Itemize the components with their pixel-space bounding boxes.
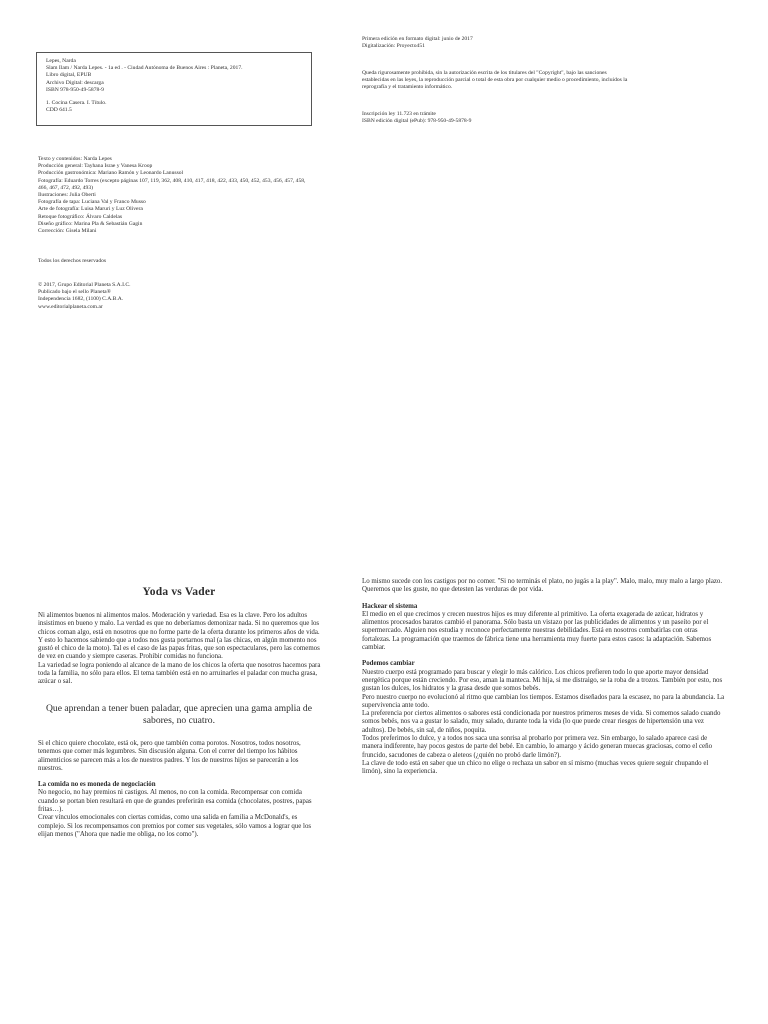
article-left-column xyxy=(38,612,322,687)
registration-line: Inscripción ley 11.723 en trámite xyxy=(362,111,436,117)
pull-quote: Que aprendan a tener buen paladar, que aprecien una gama amplia de sabores, no cuatro. xyxy=(46,703,312,726)
article-title: Yoda vs Vader xyxy=(142,586,216,598)
section-heading: Hackear el sistema xyxy=(362,602,418,610)
credit-line: Corrección: Gisela Milani xyxy=(38,228,97,235)
paragraph: Pero nuestro cuerpo no evolucionó al ritmo que cambian los tiempos. Estamos diseñados para la escasez, no para la abundancia. La supervivencia ante todo. xyxy=(362,693,725,709)
paragraph: Si el chico quiere chocolate, está ok, pero que también coma porotos. Nosotros, todos nosotros, tenemos que comer más legumbres. Sin discusión alguna. Con el correr del tiempo los hábitos alimenticios se parecen más a los de nuestros padres. Y los de nuestros hijos se parecerán a los nuestros. xyxy=(38,740,301,772)
registration-info xyxy=(362,111,471,125)
paragraph: No negocio, no hay premios ni castigos. Al menos, no con la comida. Recompensar con comida cuando se portan bien resultará en que de grandes preferirán esa comida (chocolates, postres, papas fritas…). xyxy=(38,789,312,814)
catalog-line: CDD 641.5 xyxy=(46,107,72,114)
isbn-line: ISBN edición digital (ePub): 978-950-49-5878-9 xyxy=(362,118,472,125)
publisher-line: Independencia 1682, (1100) C.A.B.A. xyxy=(38,296,124,303)
publisher-info xyxy=(38,282,131,311)
publisher-line: © 2017, Grupo Editorial Planeta S.A.I.C. xyxy=(38,282,131,288)
digitalization-line: Digitalización: Proyecto451 xyxy=(362,43,425,50)
spacer xyxy=(362,652,726,660)
credit-line: Ilustraciones: Julia Oberti xyxy=(38,192,96,199)
paragraph: La variedad se logra poniendo al alcance de la mano de los chicos la oferta que nosotros hacemos para toda la familia, no sólo para ellos. El tema también está en no arruinarles el paladar con mucha grasa, azúcar o sal. xyxy=(38,661,321,686)
publisher-website-link[interactable]: www.editorialplaneta.com.ar xyxy=(38,303,103,310)
spacer xyxy=(362,595,726,603)
paragraph: Lo mismo sucede con los castigos por no comer. "Si no terminás el plato, no jugás a la play". Malo, malo, muy malo a largo plazo. Queremos que les guste, no que detesten las verduras de por vida. xyxy=(362,578,723,594)
spacer xyxy=(38,773,322,781)
edition-line: Primera edición en formato digital: junio de 2017 xyxy=(362,36,473,42)
rights-notice xyxy=(362,70,627,92)
credit-line: Producción gastronómica: Mariano Ramón y Leonardo Lanussol xyxy=(38,170,184,177)
credit-line: Arte de fotografía: Luisa Maruri y Luz Olivera xyxy=(38,206,143,213)
rights-line: establecidas en las leyes, la reproducción parcial o total de esta obra por cualquier medio o procedimiento, incluidos la xyxy=(362,77,628,84)
article-left-column-lower xyxy=(38,740,322,839)
catalog-line: Libro digital, EPUB xyxy=(46,72,92,79)
all-rights-reserved: Todos los derechos reservados xyxy=(38,258,107,264)
paragraph: Crear vínculos emocionales con ciertas comidas, como una salida en familia a McDonald's, es complejo. Si los recompensamos con premios por comer sus vegetales, sólo vamos a lograr que los elijan menos ("Ahora que nadie me obliga, no los como"). xyxy=(38,814,312,838)
credits-list xyxy=(38,156,305,235)
catalog-line: Lepes, Narda xyxy=(46,58,76,64)
paragraph: La preferencia por ciertos alimentos o sabores está condicionada por nuestros primeros meses de vida. Si comemos salado cuando somos bebés, nos va a gustar lo salado, muy salado, durante toda la vida (lo que puede crear riesgos de hipertensión una vez adultos). De bebés, sin sal, de niños, poquita. xyxy=(362,710,721,734)
catalog-line: Slam Ilam / Narda Lepes. - 1a ed . - Ciudad Autónoma de Buenos Aires : Planeta, 2017. xyxy=(46,65,243,72)
publisher-line: Publicado bajo el sello Planeta® xyxy=(38,289,111,296)
paragraph: Todos preferimos lo dulce, y a todos nos saca una sonrisa al probarlo por primera vez. Sin embargo, lo salado aparece casi de manera indiferente, hay pocos gestos de parte del bebé. En cambio, lo amargo y ácido generan muecas graciosas, como el ceño fruncido, sacudones de cabeza o aleteos (¿quién no probó darle limón?). xyxy=(362,735,713,759)
credit-line: Texto y contenidos: Narda Lepes xyxy=(38,156,112,162)
credit-line: Fotografía: Eduardo Torres (excepto páginas 107, 119, 362, 408, 410, 417, 418, 422, 433, 450, 452, 453, 456, 457, 458, xyxy=(38,177,306,184)
credit-line: Producción general: Tayhana Israe y Vanesa Kroop xyxy=(38,163,153,170)
catalog-line: 1. Cocina Casera. I. Título. xyxy=(46,100,107,107)
paragraph: El medio en el que crecimos y crecen nuestros hijos es muy diferente al primitivo. La oferta exagerada de azúcar, hidratos y alimentos procesados baratos cambió el panorama. Sólo basta un vistazo por las publicidades de alimentos y un paseíto por el supermercado. Alguien nos estudia y reconoce perfectamente nuestras debilidades. Está en nosotros combatirlas con otras fortalezas. La programación que traemos de fábrica tiene una herramienta muy fuerte para estos casos: la adaptación. Sabemos cambiar. xyxy=(362,610,712,652)
edition-info xyxy=(362,36,473,50)
credit-line: Diseño gráfico: Marina Pla & Sebastián Gagin xyxy=(38,220,143,227)
section-heading: La comida no es moneda de negociación xyxy=(38,781,156,789)
catalog-line: Archivo Digital: descarga xyxy=(46,79,104,86)
section-heading: Podemos cambiar xyxy=(362,660,415,668)
credit-line: 466, 467, 472, 492, 493) xyxy=(38,184,94,191)
credit-line: Fotografía de tapa: Luciana Val y Franco Musso xyxy=(38,199,146,206)
paragraph: La clave de todo está en saber que un chico no elige o rechaza un sabor en sí mismo (muchas veces quiere seguir chupando el limón), sino la experiencia. xyxy=(362,759,709,776)
credit-line: Retoque fotográfico: Álvaro Caldelas xyxy=(38,213,123,220)
paragraph: Ni alimentos buenos ni alimentos malos. Moderación y variedad. Esa es la clave. Pero los adultos insistimos en bueno y malo. La verdad es que no deberíamos demonizar nada. Si no queremos que los chicos coman algo, está en nosotros que no forme parte de la oferta durante los primeros años de vida. Y esto lo hacemos sabiendo que a todos nos gusta portarnos mal (a las chicas, en algún momento nos gustó el chico de la moto). Tal es el caso de las papas fritas, que son espectaculares, pero las comemos de vez en cuando y siempre caseras. Prohibir comidas no funciona. xyxy=(38,612,320,661)
article-right-column xyxy=(362,578,726,777)
catalog-line: ISBN 978-950-49-5878-9 xyxy=(46,86,104,93)
catalog-entry xyxy=(46,58,243,114)
paragraph: Nuestro cuerpo está programado para buscar y elegir lo más calórico. Los chicos prefieren todo lo que aporte mayor densidad energética porque están creciendo. Por eso, aman la manteca. Mi hija, si me distraigo, se la roba de a trozos. También por esto, nos gustan los dulces, los hidratos y la grasa desde que somos bebés. xyxy=(362,668,723,693)
rights-line: reprografía y el tratamiento informático. xyxy=(362,84,453,91)
rights-line: Queda rigurosamente prohibida, sin la autorización escrita de los titulares del "Copyright", bajo las sanciones xyxy=(362,70,607,76)
